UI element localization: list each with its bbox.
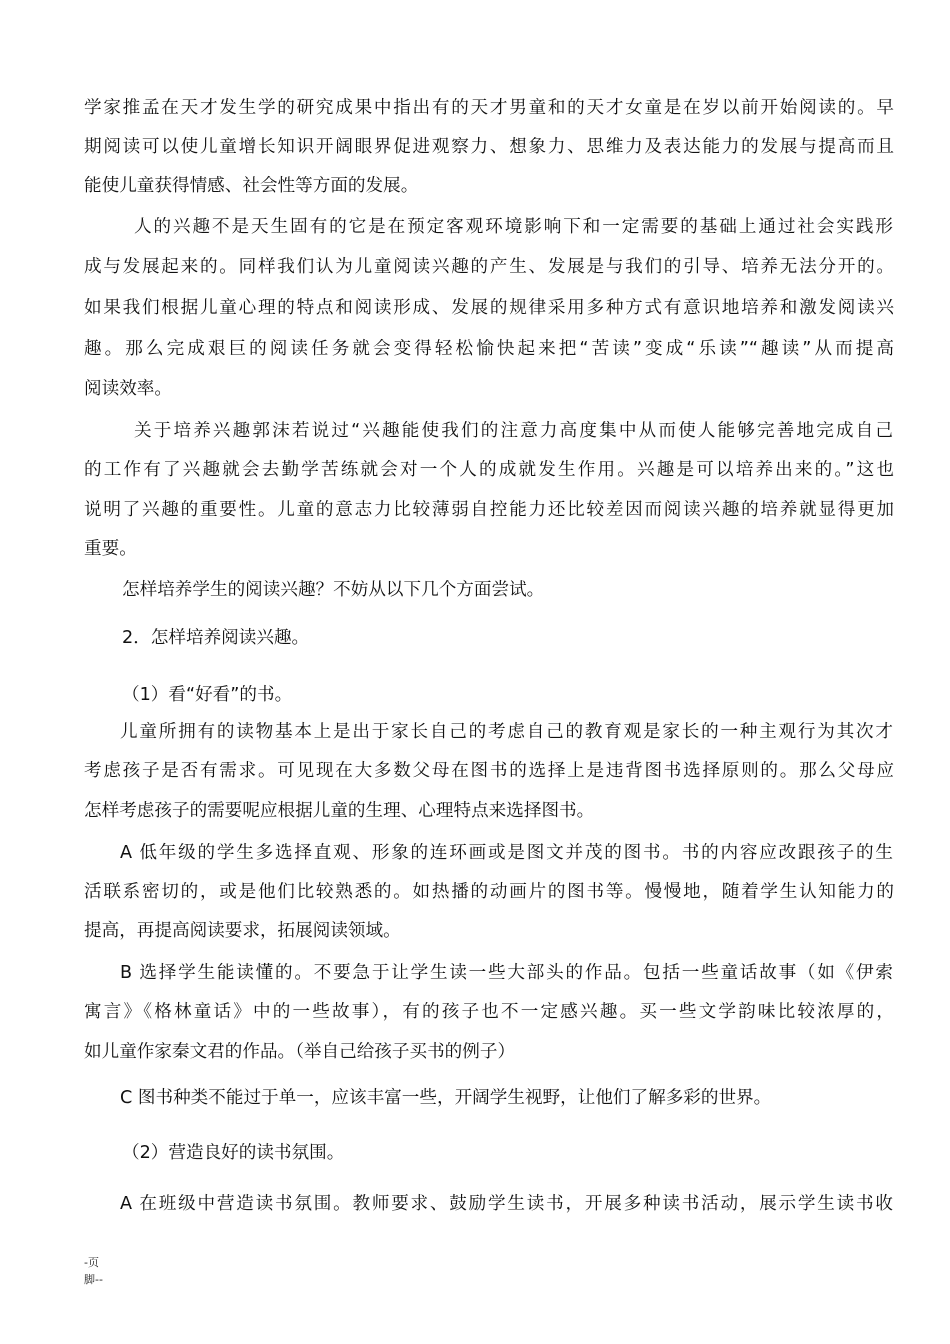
subsection-heading: （1）看“好看”的书。: [122, 685, 293, 705]
text-line: 考虑孩子是否有需求。可见现在大多数父母在图书的选择上是违背图书选择原则的。那么父母应: [84, 761, 894, 781]
text-line: 趣。那么完成艰巨的阅读任务就会变得轻松愉快起来把“苦读”变成“乐读”“趣读”从而提高: [84, 339, 894, 359]
list-item-a: A 在班级中营造读书氛围。教师要求、鼓励学生读书，开展多种读书活动，展示学生读书收: [120, 1194, 893, 1214]
text-line: 寓言》《格林童话》中的一些故事），有的孩子也不一定感兴趣。买一些文学韵味比较浓厚的，: [84, 1002, 894, 1022]
text-line: 的工作有了兴趣就会去勤学苦练就会对一个人的成就发生作用。兴趣是可以培养出来的。”这也: [84, 460, 894, 480]
text-line: 活联系密切的，或是他们比较熟悉的。如热播的动画片的图书等。慢慢地，随着学生认知能力的: [84, 882, 894, 902]
text-line: 如果我们根据儿童心理的特点和阅读形成、发展的规律采用多种方式有意识地培养和激发阅读兴: [84, 298, 894, 318]
paragraph-line: 怎样培养学生的阅读兴趣？不妨从以下几个方面尝试。: [122, 580, 545, 600]
text-line: 成与发展起来的。同样我们认为儿童阅读兴趣的产生、发展是与我们的引导、培养无法分开的。: [84, 257, 894, 277]
list-item-b: B 选择学生能读懂的。不要急于让学生读一些大部头的作品。包括一些童话故事（如《伊索: [120, 963, 893, 983]
page-footer-line: -页: [84, 1256, 99, 1269]
text-line: 期阅读可以使儿童增长知识开阔眼界促进观察力、想象力、思维力及表达能力的发展与提高而且: [84, 137, 894, 157]
text-line: 说明了兴趣的重要性。儿童的意志力比较薄弱自控能力还比较差因而阅读兴趣的培养就显得更加: [84, 500, 894, 520]
paragraph-first-line: 儿童所拥有的读物基本上是出于家长自己的考虑自己的教育观是家长的一种主观行为其次才: [120, 722, 893, 742]
text-line: 阅读效率。: [84, 379, 172, 399]
text-line: 能使儿童获得情感、社会性等方面的发展。: [84, 176, 419, 196]
text-line: 怎样考虑孩子的需要呢应根据儿童的生理、心理特点来选择图书。: [84, 801, 595, 821]
paragraph-first-line: 关于培养兴趣郭沫若说过“兴趣能使我们的注意力高度集中从而使人能够完善地完成自己: [134, 421, 893, 441]
text-line: 重要。: [84, 539, 137, 559]
text-line: 提高，再提高阅读要求，拓展阅读领域。: [84, 921, 401, 941]
page-footer-line: 脚--: [84, 1273, 103, 1286]
list-item-c: C 图书种类不能过于单一，应该丰富一些，开阔学生视野，让他们了解多彩的世界。: [120, 1088, 772, 1108]
section-heading: 2．怎样培养阅读兴趣。: [122, 628, 310, 648]
subsection-heading: （2）营造良好的读书氛围。: [122, 1143, 345, 1163]
text-line: 如儿童作家秦文君的作品。（举自己给孩子买书的例子）: [84, 1042, 516, 1062]
list-item-a: A 低年级的学生多选择直观、形象的连环画或是图文并茂的图书。书的内容应改跟孩子的生: [120, 843, 893, 863]
paragraph-first-line: 人的兴趣不是天生固有的它是在预定客观环境影响下和一定需要的基础上通过社会实践形: [134, 217, 893, 237]
text-line: 学家推孟在天才发生学的研究成果中指出有的天才男童和的天才女童是在岁以前开始阅读的。早: [84, 98, 894, 118]
